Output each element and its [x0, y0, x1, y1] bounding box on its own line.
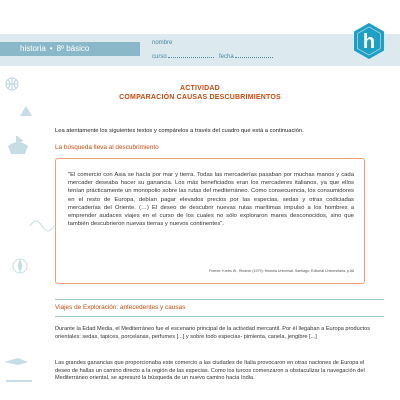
activity-kicker: ACTIVIDAD — [180, 85, 220, 92]
pyramid-icon — [20, 106, 32, 116]
quote-text: "El comercio con Asia se hacía por mar y tierra. Todas las mercaderías pasaban por muchas manos y cada mercader deseaba hacer su ganancia. Los más beneficiados eran los mercaderes italianos, ya que ellos tenían prácticamente un monopolio sobre las rutas del mediterráneo. Como consecuencia, los consumidores en el resto de Europa, debían pagar elevados precios por las especias, sedas y otras codiciadas mercaderías del Oriente. (…) El deseo de descubrir nuevas rutas marítimas impulsó a los hombres a emprender audaces viajes en el curso de los cuales no sólo exploraron mares desconocidos, sino que también descubrieron nuevas tierras y nuevos continentes". — [68, 172, 354, 228]
course-input-line[interactable] — [168, 52, 214, 58]
section2-paragraph-1: Durante la Edad Media, el Mediterráneo fue el escenario principal de la actividad mercantil. Por él llegaban a Europa productos orientales: sedas, tapices, porcelanas, perfumes [...] y sobre todo especias- pimienta, canela, jengibre [...] — [55, 326, 370, 340]
grade-name: 8º básico — [56, 44, 90, 53]
date-label: fecha — [219, 54, 234, 60]
instructions-text: Lea atentamente los siguientes textos y compárelos a través del cuadro que está a continuación. — [55, 128, 304, 134]
brand-logo — [352, 22, 386, 60]
activity-header — [8, 84, 392, 102]
ship-icon — [8, 142, 28, 154]
subject-separator: • — [49, 44, 53, 53]
section2-divider-bottom — [55, 316, 384, 317]
subject-label — [20, 42, 89, 56]
section1-heading: La búsqueda lleva al descubrimiento — [55, 144, 159, 151]
date-input-line[interactable] — [235, 52, 273, 58]
activity-title: COMPARACIÓN CAUSAS DESCUBRIMIENTOS — [119, 94, 281, 101]
section2-divider-top — [55, 299, 384, 300]
wave-icon — [30, 221, 54, 231]
decorative-line — [6, 380, 32, 382]
quote-source: Fuente: Krebs W., Ricardo (1979): Historia Universal. Santiago: Editorial Universitaria. p.88 — [209, 269, 354, 273]
quote-box — [55, 158, 365, 284]
name-label: nombre — [152, 40, 173, 46]
course-date-fields — [152, 52, 273, 60]
plane-icon — [4, 358, 28, 365]
section2-paragraph-2: Las grandes ganancias que proporcionaba este comercio a las ciudades de Italia provocaron en otras naciones de Europa el deseo de hallas un camino directo a la región de las especias. Como los turcos comenzaron a obstaculizar la navegación del Mediterráneo oriental, se apresuró la búsqueda de un nuevo camino hacia India. — [55, 360, 365, 382]
logo-letter: h — [362, 31, 376, 53]
header-banner — [0, 28, 400, 74]
subject-name: historia — [20, 44, 46, 53]
name-field[interactable] — [152, 40, 172, 46]
section2-heading: Viajes de Exploración: antecedentes y causas — [55, 304, 186, 311]
course-label: curso — [152, 54, 167, 60]
